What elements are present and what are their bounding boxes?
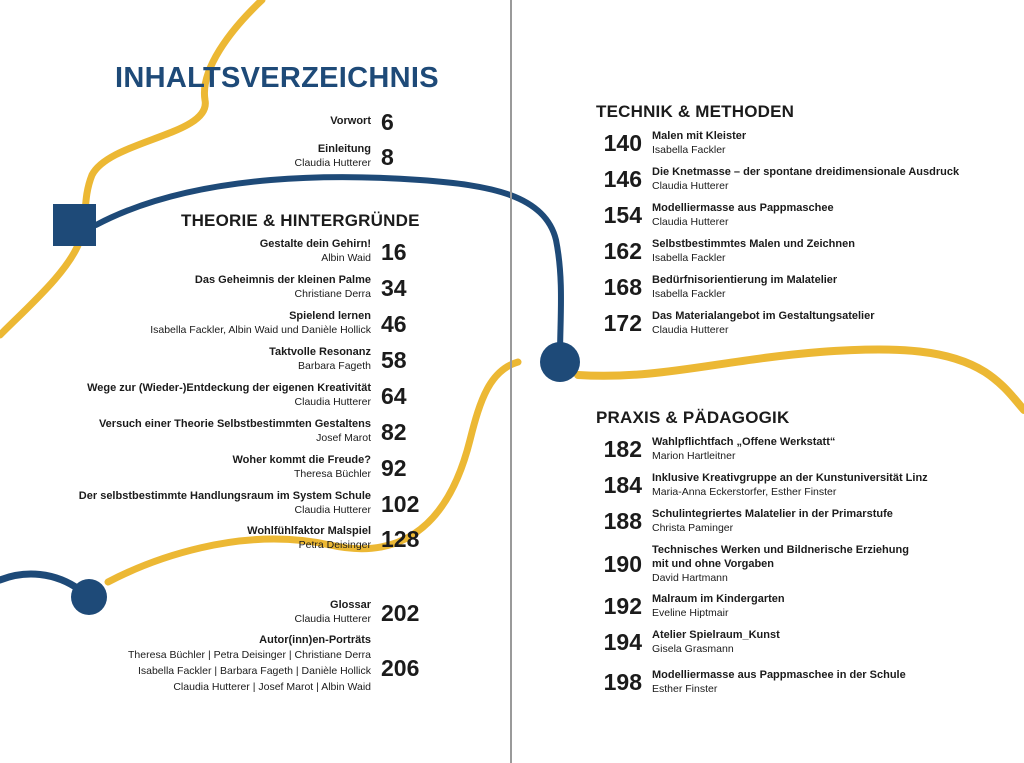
toc-title: INHALTSVERZEICHNIS [115, 62, 439, 94]
toc-entry[interactable] [60, 453, 371, 481]
entry-title: Selbstbestimmtes Malen und Zeichnen [652, 238, 855, 250]
toc-entry[interactable] [652, 668, 1012, 696]
entry-author: Theresa Büchler [293, 468, 371, 480]
navy-circle-marker-right [540, 342, 580, 382]
entry-title: Vorwort [330, 115, 371, 127]
toc-entry[interactable] [652, 543, 1012, 585]
entry-page: 82 [381, 419, 407, 445]
entry-author: Isabella Fackler [652, 288, 726, 300]
entry-page: 194 [603, 629, 642, 655]
entry-author: Isabella Fackler [652, 144, 726, 156]
toc-entry[interactable] [652, 201, 1012, 229]
entry-author: Claudia Hutterer [294, 504, 371, 516]
toc-entry[interactable] [652, 507, 1012, 535]
entry-page: 16 [381, 239, 407, 265]
entry-author: Christa Paminger [652, 522, 734, 534]
entry-author: Eveline Hiptmair [652, 607, 729, 619]
section-heading-praxis: PRAXIS & PÄDAGOGIK [596, 408, 790, 427]
toc-entry[interactable] [652, 237, 1012, 265]
toc-entry[interactable] [652, 273, 1012, 301]
toc-entry[interactable] [60, 417, 371, 445]
entry-page: 206 [381, 655, 420, 681]
toc-entry[interactable] [60, 524, 371, 552]
entry-title: Woher kommt die Freude? [232, 454, 371, 466]
toc-entry[interactable] [652, 471, 1012, 499]
entry-title: Bedürfnisorientierung im Malatelier [652, 274, 838, 286]
toc-entry[interactable] [652, 129, 1012, 157]
entry-page: 46 [381, 311, 407, 337]
entry-title: Taktvolle Resonanz [269, 346, 371, 358]
toc-entry[interactable] [60, 489, 371, 517]
entry-title-line2: mit und ohne Vorgaben [652, 558, 775, 570]
toc-entry[interactable] [652, 309, 1012, 337]
entry-author: Claudia Hutterer [294, 157, 371, 169]
entry-author: Claudia Hutterer [652, 180, 729, 192]
entry-page: 188 [603, 508, 642, 534]
toc-entry-glossar[interactable] [60, 598, 371, 626]
entry-title: Schulintegriertes Malatelier in der Primarstufe [652, 508, 893, 520]
entry-title: Die Knetmasse – der spontane dreidimensionale Ausdruck [652, 166, 960, 178]
entry-title: Einleitung [317, 143, 371, 155]
entry-author: Claudia Hutterer [294, 396, 371, 408]
section-heading-theorie: THEORIE & HINTERGRÜNDE [181, 211, 420, 230]
toc-entry[interactable] [60, 381, 371, 409]
entry-author: Barbara Fageth [298, 360, 371, 372]
toc-entry-vorwort[interactable] [60, 114, 371, 128]
toc-entry[interactable] [60, 345, 371, 373]
page-gutter [510, 0, 512, 763]
gold-curve-right [578, 349, 1024, 410]
portrait-names-line: Theresa Büchler | Petra Deisinger | Christiane Derra [128, 649, 371, 661]
entry-title: Der selbstbestimmte Handlungsraum im System Schule [78, 490, 371, 502]
toc-entry[interactable] [60, 309, 371, 337]
entry-title: Spielend lernen [289, 310, 371, 322]
entry-page: 162 [603, 238, 642, 264]
entry-title: Das Materialangebot im Gestaltungsatelier [652, 310, 875, 322]
entry-page: 102 [381, 491, 420, 517]
entry-page: 128 [381, 526, 420, 552]
entry-page: 140 [603, 130, 642, 156]
entry-page: 8 [381, 144, 394, 170]
toc-entry[interactable] [652, 435, 1012, 463]
entry-title: Gestalte dein Gehirn! [259, 238, 371, 250]
entry-author: Claudia Hutterer [294, 613, 371, 625]
portrait-names-line: Isabella Fackler | Barbara Fageth | Danièle Hollick [137, 665, 371, 677]
entry-page: 182 [603, 436, 642, 462]
toc-entry-einleitung[interactable] [60, 142, 371, 170]
entry-title: Inklusive Kreativgruppe an der Kunstuniversität Linz [652, 472, 928, 484]
entry-author: Isabella Fackler [652, 252, 726, 264]
toc-entry[interactable] [60, 273, 371, 301]
entry-page: 202 [381, 600, 420, 626]
entry-page: 198 [603, 669, 642, 695]
entry-title: Autor(inn)en-Porträts [259, 634, 371, 646]
entry-title: Modelliermasse aus Pappmaschee [652, 202, 834, 214]
entry-author: Claudia Hutterer [652, 324, 729, 336]
toc-entry[interactable] [652, 592, 1012, 620]
entry-page: 64 [381, 383, 407, 409]
section-heading-technik: TECHNIK & METHODEN [596, 102, 795, 121]
entry-title: Malraum im Kindergarten [652, 593, 785, 605]
entry-page: 58 [381, 347, 407, 373]
entry-page: 34 [381, 275, 407, 301]
entry-page: 168 [603, 274, 642, 300]
entry-author: Petra Deisinger [298, 539, 371, 551]
entry-title: Wohlfühlfaktor Malspiel [247, 525, 371, 537]
entry-title: Versuch einer Theorie Selbstbestimmten Gestaltens [98, 418, 371, 430]
entry-page: 92 [381, 455, 407, 481]
navy-curve-lower-left [0, 574, 80, 590]
entry-title: Malen mit Kleister [652, 130, 747, 142]
entry-page: 184 [603, 472, 642, 498]
entry-author: Christiane Derra [294, 288, 371, 300]
entry-page: 146 [603, 166, 642, 192]
entry-page: 172 [603, 310, 642, 336]
entry-title: Glossar [330, 599, 371, 611]
portrait-names-line: Claudia Hutterer | Josef Marot | Albin Waid [173, 681, 371, 693]
entry-title: Technisches Werken und Bildnerische Erziehung [652, 544, 909, 556]
entry-page: 154 [603, 202, 642, 228]
toc-entry[interactable] [652, 628, 1012, 656]
entry-author: Josef Marot [316, 432, 371, 444]
entry-author: Albin Waid [321, 252, 371, 264]
entry-page: 192 [603, 593, 642, 619]
toc-entry[interactable] [60, 237, 371, 265]
entry-author: Claudia Hutterer [652, 216, 729, 228]
entry-author: David Hartmann [652, 572, 728, 584]
entry-title: Wahlpflichtfach „Offene Werkstatt“ [652, 436, 836, 448]
toc-entry-portraits[interactable] [60, 633, 371, 695]
entry-page: 190 [603, 551, 642, 577]
entry-title: Modelliermasse aus Pappmaschee in der Schule [652, 669, 906, 681]
entry-title: Das Geheimnis der kleinen Palme [194, 274, 371, 286]
entry-page: 6 [381, 109, 394, 135]
entry-author: Gisela Grasmann [652, 643, 734, 655]
entry-author: Maria-Anna Eckerstorfer, Esther Finster [652, 486, 837, 498]
toc-entry[interactable] [652, 165, 1012, 193]
entry-author: Isabella Fackler, Albin Waid und Danièle Hollick [150, 324, 371, 336]
entry-title: Wege zur (Wieder-)Entdeckung der eigenen Kreativität [87, 382, 371, 394]
entry-title: Atelier Spielraum_Kunst [652, 629, 780, 641]
entry-author: Marion Hartleitner [652, 450, 736, 462]
entry-author: Esther Finster [652, 683, 718, 695]
